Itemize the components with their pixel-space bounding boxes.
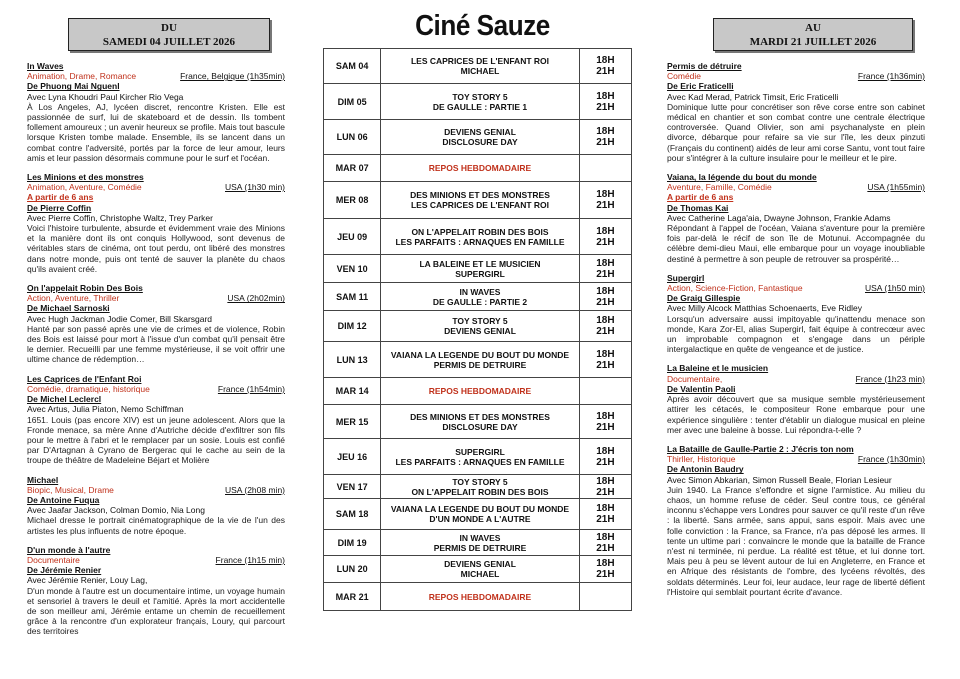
genre-line [27, 71, 285, 81]
showtime: 18H [596, 410, 615, 422]
film-entry [27, 172, 285, 274]
schedule-films [381, 49, 580, 84]
film-synopsis: Michael dresse le portrait cinématographique de la vie de l'un des artistes les plus influents de notre époque. [27, 515, 285, 536]
showtime: 18H [596, 531, 615, 543]
schedule-times [579, 311, 631, 342]
film-cast: Avec Jérémie Renier, Louy Lag, [27, 575, 148, 586]
scheduled-film: TOY STORY 5 [452, 91, 508, 102]
schedule-row [324, 378, 632, 405]
left-column [0, 0, 305, 679]
film-cast: Avec Catherine Laga'aia, Dwayne Johnson, Frankie Adams [667, 212, 891, 223]
schedule-films [381, 499, 580, 530]
film-director: De Graig Gillespie [667, 293, 741, 304]
showtime: 21H [596, 296, 615, 308]
film-cast: Avec Simon Abkarian, Simon Russell Beale, Florian Lesieur [667, 474, 892, 485]
schedule-day: MAR 21 [324, 583, 381, 611]
scheduled-film: LES PARFAITS : ARNAQUES EN FAMILLE [395, 236, 565, 247]
film-title[interactable]: Les Caprices de l'Enfant Roi [27, 373, 142, 384]
scheduled-film: VAIANA LA LEGENDE DU BOUT DU MONDE [390, 349, 570, 360]
schedule-times [579, 155, 631, 182]
schedule-times [579, 283, 631, 311]
film-entry [667, 172, 925, 264]
scheduled-film: DEVIENS GENIAL [444, 326, 516, 336]
genre-line [667, 283, 925, 293]
film-entry [27, 545, 285, 637]
film-origin-duration: France (1h15 min) [215, 554, 285, 565]
schedule-row [324, 155, 632, 182]
film-genre: Animation, Aventure, Comédie [27, 182, 142, 193]
film-synopsis: À Los Angeles, AJ, lycéen discret, rencontre Kristen. Elle est passionnée de surf, lui de skateboard et de dessin. Ils tombent follement amoureux ; un avenir heureux se profile. Mais tout bascule lorsque Kristen tombe malade. Ensemble, ils se lancent dans un combat contre l'adversité, portés par la force de leur amour, leurs amis et leur passion désormais commune pour le surf et l'océan. [27, 101, 285, 163]
schedule-films [381, 155, 580, 182]
film-title[interactable]: Permis de détruire [667, 61, 742, 71]
film-synopsis: Lorsqu'un adversaire aussi impitoyable qu'inattendu menace son monde, Kara Zor-El, alias Supergirl, fait équipe à contrecœur avec un improbable compagnon et s'engage dans un périple intergalactique en quête de vengeance et de justice. [667, 313, 925, 355]
showtime: 18H [596, 558, 615, 569]
schedule-day: MER 08 [324, 182, 381, 219]
film-director: De Pierre Coffin [27, 202, 92, 213]
schedule-day: SAM 18 [324, 499, 381, 530]
schedule-day: VEN 10 [324, 255, 381, 283]
showtime: 21H [596, 326, 615, 337]
showtime: 18H [596, 225, 615, 237]
scheduled-film: PERMIS DE DETRUIRE [433, 359, 527, 370]
film-genre: Thirller, Historique [667, 454, 736, 465]
film-origin-duration: France (1h30min) [857, 454, 925, 465]
genre-line [667, 454, 925, 464]
scheduled-film: DISCLOSURE DAY [442, 421, 518, 432]
film-title[interactable]: In Waves [27, 61, 64, 71]
start-date: SAMEDI 04 JUILLET 2026 [102, 36, 236, 48]
schedule-row [324, 120, 632, 155]
schedule-day: VEN 17 [324, 475, 381, 499]
scheduled-film: ON L'APPELAIT ROBIN DES BOIS [411, 226, 549, 237]
age-rating: A partir de 6 ans [667, 192, 734, 203]
film-director: De Jérémie Renier [27, 565, 102, 576]
showtime: 18H [596, 90, 615, 102]
schedule-day: MER 15 [324, 405, 381, 439]
schedule-row [324, 499, 632, 530]
film-entry [667, 444, 925, 597]
schedule-times [579, 405, 631, 439]
showtime: 18H [596, 257, 615, 269]
schedule-row [324, 182, 632, 219]
scheduled-film: TOY STORY 5 [452, 316, 508, 326]
film-director: De Phuong Mai Nguenl [27, 81, 120, 92]
schedule-row [324, 583, 632, 611]
showtime: 18H [596, 55, 615, 66]
film-title[interactable]: Les Minions et des monstres [27, 172, 144, 183]
scheduled-film: TOY STORY 5 [452, 476, 508, 487]
film-entry [27, 374, 285, 466]
cinema-title: Ciné Sauze [415, 10, 550, 42]
film-director: De Antoine Fuqua [27, 494, 100, 505]
scheduled-film: DE GAULLE : PARTIE 1 [432, 101, 528, 112]
showtime: 21H [596, 101, 615, 113]
showtime: 21H [596, 200, 615, 211]
scheduled-film: MICHAEL [460, 569, 500, 579]
film-genre: Animation, Drame, Romance [27, 71, 137, 82]
showtime: 18H [596, 475, 615, 487]
scheduled-film: MICHAEL [460, 66, 500, 76]
film-title[interactable]: D'un monde à l'autre [27, 544, 111, 555]
genre-line [27, 182, 285, 192]
scheduled-film: DEVIENS GENIAL [444, 559, 516, 569]
schedule-day: SAM 04 [324, 49, 381, 84]
scheduled-film: DISCLOSURE DAY [442, 137, 518, 147]
film-origin-duration: France (1h54min) [217, 383, 285, 394]
film-entry [27, 61, 285, 163]
schedule-films [381, 475, 580, 499]
schedule-films [381, 378, 580, 405]
schedule-times [579, 49, 631, 84]
schedule-times [579, 439, 631, 475]
film-cast: Avec Kad Merad, Patrick Timsit, Eric Fraticelli [667, 91, 839, 102]
film-synopsis: Dominique lutte pour concrétiser son rêve corse entre son cabinet médical en chantier et son combat contre une centrale électrique controversée. Quand Olivier, son ami psychanalyste en plein divorce, débarque pour refaire sa vie sur l'île, les deux pinzuti (Français du continent) aidés de leur ami corse Santu, vont tout faire pour s'intégrer à la culture insulaire pour le meilleur et le pire. [667, 101, 925, 163]
showtime: 21H [596, 542, 615, 554]
film-genre: Action, Science-Fiction, Fantastique [667, 283, 803, 294]
showtime: 18H [596, 189, 615, 200]
scheduled-film: DE GAULLE : PARTIE 2 [432, 296, 528, 307]
schedule-row [324, 255, 632, 283]
film-genre: Comédie, dramatique, historique [27, 383, 150, 394]
schedule-day: DIM 19 [324, 530, 381, 556]
film-cast: Avec Jaafar Jackson, Colman Domio, Nia Long [27, 505, 205, 516]
film-synopsis: Juin 1940. La France s'effondre et signe l'armistice. Au milieu du chaos, un homme refuse de céder. Seul contre tous, ce général inconnu s'échappe vers Londres pour sauver ce qu'il reste d'un rêve : la liberté. Sans armée, sans appui, sans espoir. Mais avec une folle conviction : la France, sa France, n'a pas déposé les armes. Il tente un ultime pari : convaincre le monde que la bataille de France n'est ni terminée, ni perdue. La réalité est têtue, et lui donne tort. Mais peu à peu se lèvent autour de lui en Angleterre, en France et en Afrique des résistants de l'ombre, des lycéens révoltés, des soldats déterminés. Leur foi, leur audace, leur rage de liberté défient l'Histoire qui semblait pourtant écrite d'avance. [667, 484, 925, 597]
showtime: 21H [596, 268, 615, 280]
end-date: MARDI 21 JUILLET 2026 [749, 36, 877, 48]
film-origin-duration: USA (2h02min) [227, 293, 285, 304]
schedule-times [579, 120, 631, 155]
schedule-row [324, 475, 632, 499]
film-origin-duration: France (1h23 min) [855, 373, 925, 384]
film-synopsis: Après avoir découvert que sa musique semble mystérieusement attirer les cétacés, le compositeur Rone embarque pour une expérience singulière : tenter d'établir un dialogue musical en pleine mer avec une baleine à bosse. Lui répondra-t-elle ? [667, 394, 925, 435]
age-rating: A partir de 6 ans [27, 192, 94, 203]
showtime: 18H [596, 315, 615, 326]
schedule-films [381, 182, 580, 219]
schedule-day: MAR 07 [324, 155, 381, 182]
schedule-times [579, 342, 631, 378]
schedule-row [324, 405, 632, 439]
film-cast: Avec Milly Alcock Matthias Schoenaerts, Eve Ridley [667, 303, 862, 314]
film-synopsis: D'un monde à l'autre est un documentaire intime, un voyage humain et sensoriel à travers le deuil et l'amitié. Après la mort accidentelle de son meilleur ami, Jérémie entame un chemin de recueillement grâce à la rencontre d'un explorateur français, Loury, qui parcourt des territoires [27, 585, 285, 637]
film-entry [667, 61, 925, 163]
scheduled-film: DES MINIONS ET DES MONSTRES [410, 411, 550, 422]
scheduled-film: LA BALEINE ET LE MUSICIEN [419, 258, 541, 269]
schedule-day: DIM 05 [324, 84, 381, 120]
genre-line [667, 182, 925, 192]
scheduled-film: DEVIENS GENIAL [444, 127, 516, 137]
film-synopsis: Répondant à l'appel de l'océan, Vaiana s'aventure pour la première fois par-delà le récif de son île de Motunui. Accompagnée du célèbre demi-dieu Maui, elle embarque pour un voyage inoubliable destiné à permettre à son peuple de retrouver sa prospérité… [667, 223, 925, 264]
film-genre: Comédie [667, 71, 702, 82]
scheduled-film: ON L'APPELAIT ROBIN DES BOIS [411, 486, 549, 497]
film-director: De Antonin Baudry [667, 464, 744, 475]
showtime: 21H [596, 66, 615, 77]
film-entry [27, 475, 285, 536]
genre-line [27, 555, 285, 565]
schedule-times [579, 219, 631, 255]
schedule-row [324, 311, 632, 342]
film-title[interactable]: Supergirl [667, 272, 705, 283]
genre-line [667, 374, 925, 384]
film-title[interactable]: La Bataille de Gaulle-Partie 2 : J'écris ton nom [667, 443, 854, 454]
showtime: 18H [596, 445, 615, 457]
schedule-day: LUN 20 [324, 556, 381, 583]
film-title[interactable]: On l'appelait Robin Des Bois [27, 283, 143, 294]
start-date-header [68, 18, 270, 51]
schedule-row [324, 530, 632, 556]
showtime: 18H [596, 348, 615, 360]
schedule-times [579, 182, 631, 219]
film-cast: Avec Lyna Khoudri Paul Kircher Rio Vega [27, 91, 184, 102]
schedule-row [324, 342, 632, 378]
schedule-films [381, 255, 580, 283]
schedule-times [579, 583, 631, 611]
genre-line [27, 293, 285, 303]
schedule-row [324, 49, 632, 84]
schedule-times [579, 556, 631, 583]
schedule-films [381, 439, 580, 475]
scheduled-film: IN WAVES [459, 532, 501, 543]
schedule-films [381, 342, 580, 378]
scheduled-film: LES CAPRICES DE L'ENFANT ROI [410, 56, 550, 66]
right-column [660, 0, 960, 679]
scheduled-film: LES CAPRICES DE L'ENFANT ROI [410, 200, 550, 210]
film-genre: Biopic, Musical, Drame [27, 484, 114, 495]
film-director: De Thomas Kai [667, 202, 729, 213]
right-film-list [667, 61, 925, 606]
showtime: 21H [596, 137, 615, 148]
center-column [305, 0, 660, 679]
scheduled-film: IN WAVES [459, 286, 501, 297]
end-date-header [713, 18, 913, 51]
film-origin-duration: USA (1h50 min) [865, 283, 925, 294]
genre-line [667, 71, 925, 81]
scheduled-film: DES MINIONS ET DES MONSTRES [410, 190, 550, 200]
schedule-day: SAM 11 [324, 283, 381, 311]
schedule-films [381, 530, 580, 556]
film-cast: Avec Hugh Jackman Jodie Comer, Bill Skarsgard [27, 313, 213, 324]
film-origin-duration: USA (1h55min) [867, 182, 925, 193]
schedule-films [381, 583, 580, 611]
film-director: De Michel Leclercl [27, 394, 102, 405]
film-director: De Eric Fraticelli [667, 81, 734, 92]
film-entry [667, 273, 925, 355]
film-synopsis: 1651. Louis (pas encore XIV) est un jeune adolescent. Alors que la Fronde menace, sa mère Anne d'Autriche décide d'exfiltrer son fils pour le mettre à l'abri et le remplacer par un sosie. Louis est confié par D'Artagnan à Cyrano de Bergerac qui le cache au sein de la troupe de théâtre de Madeleine Béjart et Molière [27, 414, 285, 466]
scheduled-film: VAIANA LA LEGENDE DU BOUT DU MONDE [390, 504, 570, 514]
schedule-times [579, 255, 631, 283]
film-genre: Documentaire [27, 554, 80, 565]
genre-line [27, 485, 285, 495]
film-director: De Valentin Paoli [667, 383, 736, 394]
film-cast: Avec Artus, Julia Piaton, Nemo Schiffman [27, 404, 184, 415]
schedule-row [324, 439, 632, 475]
scheduled-film: SUPERGIRL [455, 268, 505, 279]
schedule-films [381, 556, 580, 583]
showtime: 21H [596, 569, 615, 580]
schedule-times [579, 475, 631, 499]
scheduled-film: D'UN MONDE A L'AUTRE [429, 514, 531, 524]
film-genre: Aventure, Famille, Comédie [667, 182, 772, 193]
schedule-films [381, 405, 580, 439]
film-title[interactable]: La Baleine et le musicien [667, 363, 769, 374]
film-director: De Michael Sarnoski [27, 303, 110, 314]
schedule-times [579, 499, 631, 530]
schedule-times [579, 378, 631, 405]
left-film-list [27, 61, 285, 646]
schedule-day: LUN 13 [324, 342, 381, 378]
showtime: 21H [596, 514, 615, 525]
schedule-films [381, 311, 580, 342]
end-date-label: AU [805, 22, 821, 34]
showtime: 18H [596, 503, 615, 514]
film-origin-duration: France, Belgique (1h35min) [180, 71, 285, 82]
rest-day-label: REPOS HEBDOMADAIRE [428, 591, 532, 602]
film-origin-duration: France (1h36min) [857, 71, 925, 82]
schedule-day: JEU 09 [324, 219, 381, 255]
schedule-row [324, 283, 632, 311]
film-genre: Documentaire, [667, 373, 723, 384]
schedule-times [579, 530, 631, 556]
rest-day-label: REPOS HEBDOMADAIRE [428, 386, 532, 396]
film-origin-duration: USA (2h08 min) [225, 484, 285, 495]
film-title[interactable]: Vaiana, la légende du bout du monde [667, 172, 817, 183]
showtime: 21H [596, 236, 615, 248]
film-genre: Action, Aventure, Thriller [27, 293, 120, 304]
schedule-row [324, 219, 632, 255]
film-title[interactable]: Michael [27, 474, 59, 485]
genre-line [27, 384, 285, 394]
scheduled-film: LES PARFAITS : ARNAQUES EN FAMILLE [395, 456, 565, 467]
film-synopsis: Voici l'histoire turbulente, absurde et évidemment vraie des Minions et la manière dont ils ont conquis Hollywood, sont devenus de véritables stars de cinéma, ont tout perdu, ont libéré des monstres dans notre monde, puis ont tenté de sauver la planète du chaos qu'ils avaient créé. [27, 223, 285, 274]
schedule-day: MAR 14 [324, 378, 381, 405]
film-entry [27, 283, 285, 365]
rest-day-label: REPOS HEBDOMADAIRE [428, 163, 532, 173]
schedule-row [324, 556, 632, 583]
scheduled-film: SUPERGIRL [455, 446, 505, 457]
schedule-row [324, 84, 632, 120]
showtime: 21H [596, 421, 615, 433]
showtime: 18H [596, 126, 615, 137]
showtime: 21H [596, 456, 615, 468]
film-synopsis: Hanté par son passé après une vie de crimes et de violence, Robin des Bois est laissé pour mort à l'issue d'un combat qu'il pensait être le dernier. Recueilli par une femme mystérieuse, il se voit offrir une ultime chance de rédemption… [27, 323, 285, 365]
showtime: 21H [596, 359, 615, 371]
showtime: 18H [596, 285, 615, 297]
schedule-table [323, 48, 632, 611]
schedule-films [381, 283, 580, 311]
film-entry [667, 363, 925, 434]
schedule-films [381, 84, 580, 120]
film-cast: Avec Pierre Coffin, Christophe Waltz, Trey Parker [27, 212, 213, 223]
showtime: 21H [596, 486, 615, 498]
film-origin-duration: USA (1h30 min) [225, 182, 285, 193]
schedule-films [381, 219, 580, 255]
schedule-day: DIM 12 [324, 311, 381, 342]
schedule-films [381, 120, 580, 155]
schedule-day: LUN 06 [324, 120, 381, 155]
start-date-label: DU [161, 22, 177, 34]
schedule-day: JEU 16 [324, 439, 381, 475]
scheduled-film: PERMIS DE DETRUIRE [433, 542, 527, 553]
schedule-times [579, 84, 631, 120]
